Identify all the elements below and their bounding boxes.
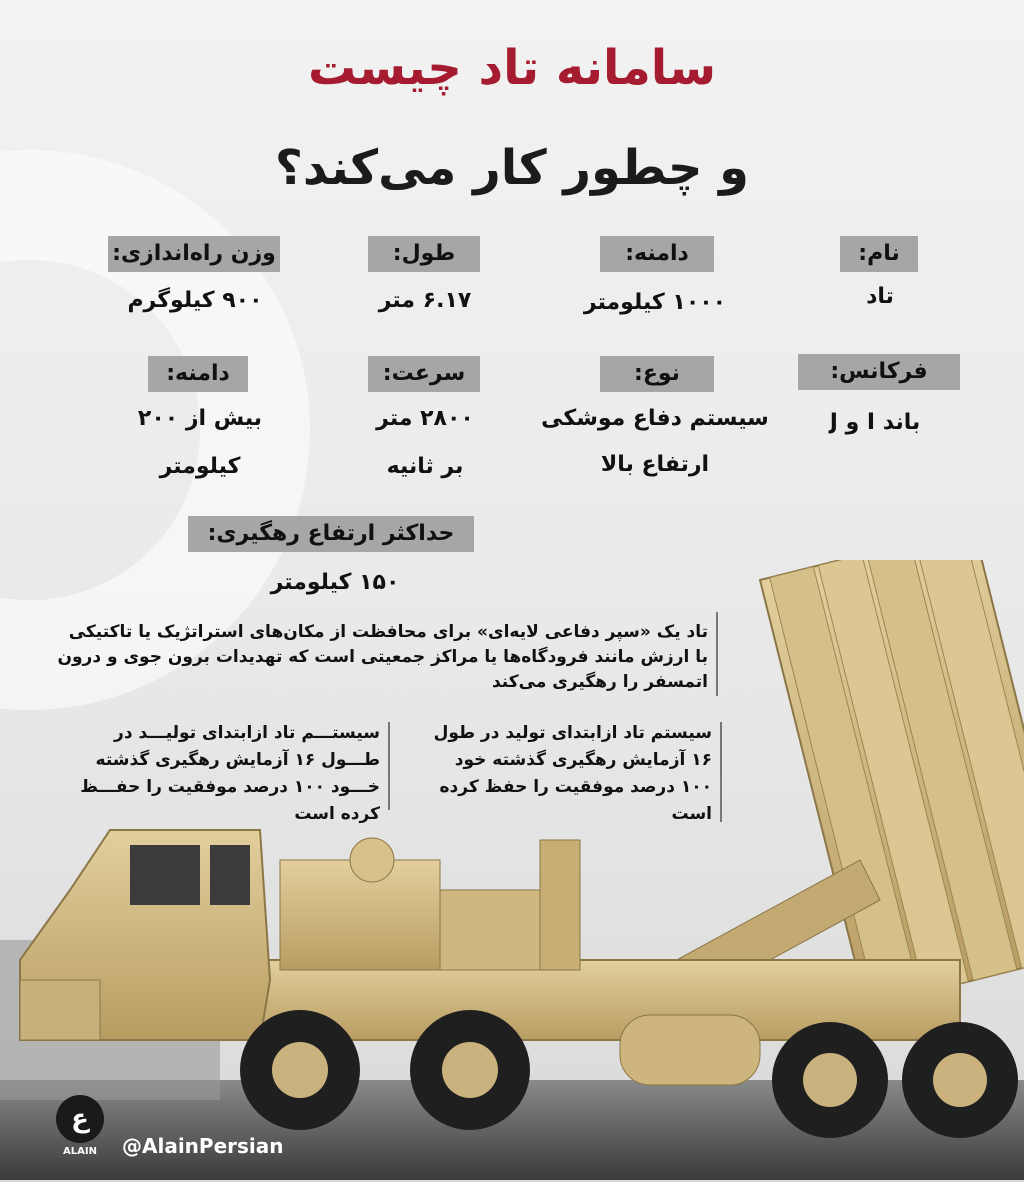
note-left-line-3: خـــود ۱۰۰ درصد موفقیت را حفـــظ bbox=[80, 777, 380, 797]
note-left-line-1: سیستـــم تاد ازابتدای تولیـــد در bbox=[114, 723, 380, 743]
label-name: نام: bbox=[840, 236, 918, 272]
description-line-2: با ارزش مانند فرودگاه‌ها یا مراکز جمعیتی است که تهدیدات برون جوی و درون bbox=[57, 647, 708, 667]
description-line-3: اتمسفر را رهگیری می‌کند bbox=[491, 672, 708, 692]
note-left bbox=[56, 720, 380, 828]
alain-logo-text: ALAIN bbox=[63, 1146, 97, 1157]
label-max-altitude: حداکثر ارتفاع رهگیری: bbox=[188, 516, 474, 552]
social-handle: @AlainPersian bbox=[122, 1134, 284, 1158]
note-right-line-2: ۱۶ آزمایش رهگیری گذشته خود bbox=[454, 750, 712, 770]
value-frequency: باند I و J bbox=[829, 410, 921, 435]
note-right-line-4: است bbox=[671, 804, 712, 824]
label-frequency: فرکانس: bbox=[798, 354, 960, 390]
divider-note-right bbox=[720, 722, 722, 822]
value-length: ۶.۱۷ متر bbox=[378, 288, 472, 313]
label-launch-weight: وزن راه‌اندازی: bbox=[108, 236, 280, 272]
note-right-line-1: سیستم تاد ازابتدای تولید در طول bbox=[433, 723, 712, 743]
divider-description bbox=[716, 612, 718, 696]
title-line-2: و چطور کار می‌کند؟ bbox=[275, 140, 749, 196]
note-right bbox=[410, 720, 712, 828]
value-type-line-1: سیستم دفاع موشکی bbox=[541, 406, 769, 431]
title-line-1: سامانه تاد چیست bbox=[307, 40, 717, 96]
note-left-line-2: طـــول ۱۶ آزمایش رهگیری گذشته bbox=[95, 750, 380, 770]
value-range-2-line-2: کیلومتر bbox=[159, 454, 241, 479]
note-right-line-3: ۱۰۰ درصد موفقیت را حفظ کرده bbox=[439, 777, 712, 797]
value-speed-line-1: ۲۸۰۰ متر bbox=[376, 406, 474, 431]
value-speed-line-2: بر ثانیه bbox=[386, 454, 464, 479]
value-max-altitude: ۱۵۰ کیلومتر bbox=[270, 570, 400, 595]
label-speed: سرعت: bbox=[368, 356, 480, 392]
value-range-2-line-1: بیش از ۲۰۰ bbox=[137, 406, 263, 431]
label-range-1: دامنه: bbox=[600, 236, 714, 272]
label-length: طول: bbox=[368, 236, 480, 272]
description-paragraph bbox=[40, 620, 708, 695]
value-launch-weight: ۹۰۰ کیلوگرم bbox=[127, 288, 263, 313]
description-line-1: تاد یک «سپر دفاعی لایه‌ای» برای محافظت از مکان‌های استراتژیک یا تاکتیکی bbox=[68, 622, 708, 642]
value-name: تاد bbox=[866, 284, 894, 309]
note-left-line-4: کرده است bbox=[294, 804, 380, 824]
divider-note-left bbox=[388, 722, 390, 810]
value-type-line-2: ارتفاع بالا bbox=[600, 452, 710, 477]
value-range-1: ۱۰۰۰ کیلومتر bbox=[583, 290, 727, 315]
label-range-2: دامنه: bbox=[148, 356, 248, 392]
alain-logo-icon: ع bbox=[56, 1095, 104, 1143]
label-type: نوع: bbox=[600, 356, 714, 392]
